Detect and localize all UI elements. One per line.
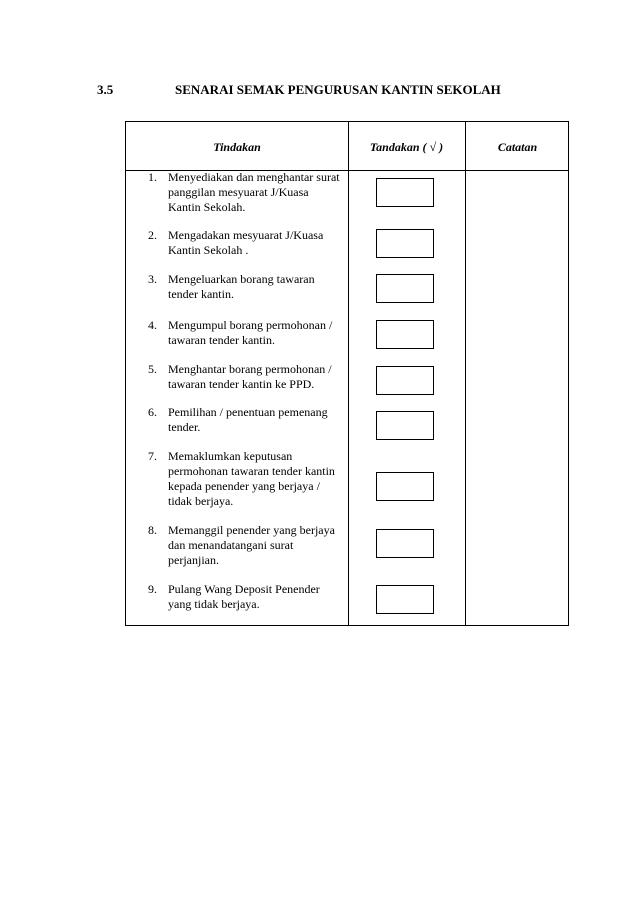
item-number: 1. [148, 170, 157, 184]
check-box[interactable] [376, 274, 434, 303]
header-tandakan: Tandakan ( √ ) [369, 140, 444, 154]
item-number: 9. [148, 582, 157, 596]
check-box[interactable] [376, 585, 434, 614]
item-text: Menghantar borang permohonan / tawaran tender kantin ke PPD. [168, 362, 332, 391]
item-text: Menyediakan dan menghantar surat panggilan mesyuarat J/Kuasa Kantin Sekolah. [168, 170, 340, 214]
section-title: SENARAI SEMAK PENGURUSAN KANTIN SEKOLAH [175, 82, 501, 97]
item-text: Mengumpul borang permohonan / tawaran tender kantin. [168, 318, 333, 347]
checklist-table [125, 121, 569, 626]
check-box[interactable] [376, 472, 434, 501]
item-number: 2. [148, 228, 157, 242]
check-box[interactable] [376, 411, 434, 440]
item-text: Pemilihan / penentuan pemenang tender. [168, 405, 328, 434]
item-number: 4. [148, 318, 157, 332]
check-box[interactable] [376, 366, 434, 395]
item-number: 5. [148, 362, 157, 376]
check-box[interactable] [376, 529, 434, 558]
section-number: 3.5 [97, 82, 114, 97]
item-text: Memanggil penender yang berjaya dan menandatangani surat perjanjian. [168, 523, 335, 567]
item-text: Pulang Wang Deposit Penender yang tidak berjaya. [168, 582, 320, 611]
item-number: 8. [148, 523, 157, 537]
check-box[interactable] [376, 229, 434, 258]
column-divider [465, 122, 466, 625]
item-number: 3. [148, 272, 157, 286]
item-number: 7. [148, 449, 157, 463]
item-number: 6. [148, 405, 157, 419]
column-divider [348, 122, 349, 625]
check-box[interactable] [376, 178, 434, 207]
item-text: Mengeluarkan borang tawaran tender kantin. [168, 272, 315, 301]
item-text: Mengadakan mesyuarat J/Kuasa Kantin Sekolah . [168, 228, 324, 257]
check-box[interactable] [376, 320, 434, 349]
header-catatan: Catatan [497, 140, 538, 154]
item-text: Memaklumkan keputusan permohonan tawaran tender kantin kepada penender yang berjaya / tidak berjaya. [168, 449, 335, 508]
header-tindakan: Tindakan [213, 140, 261, 154]
